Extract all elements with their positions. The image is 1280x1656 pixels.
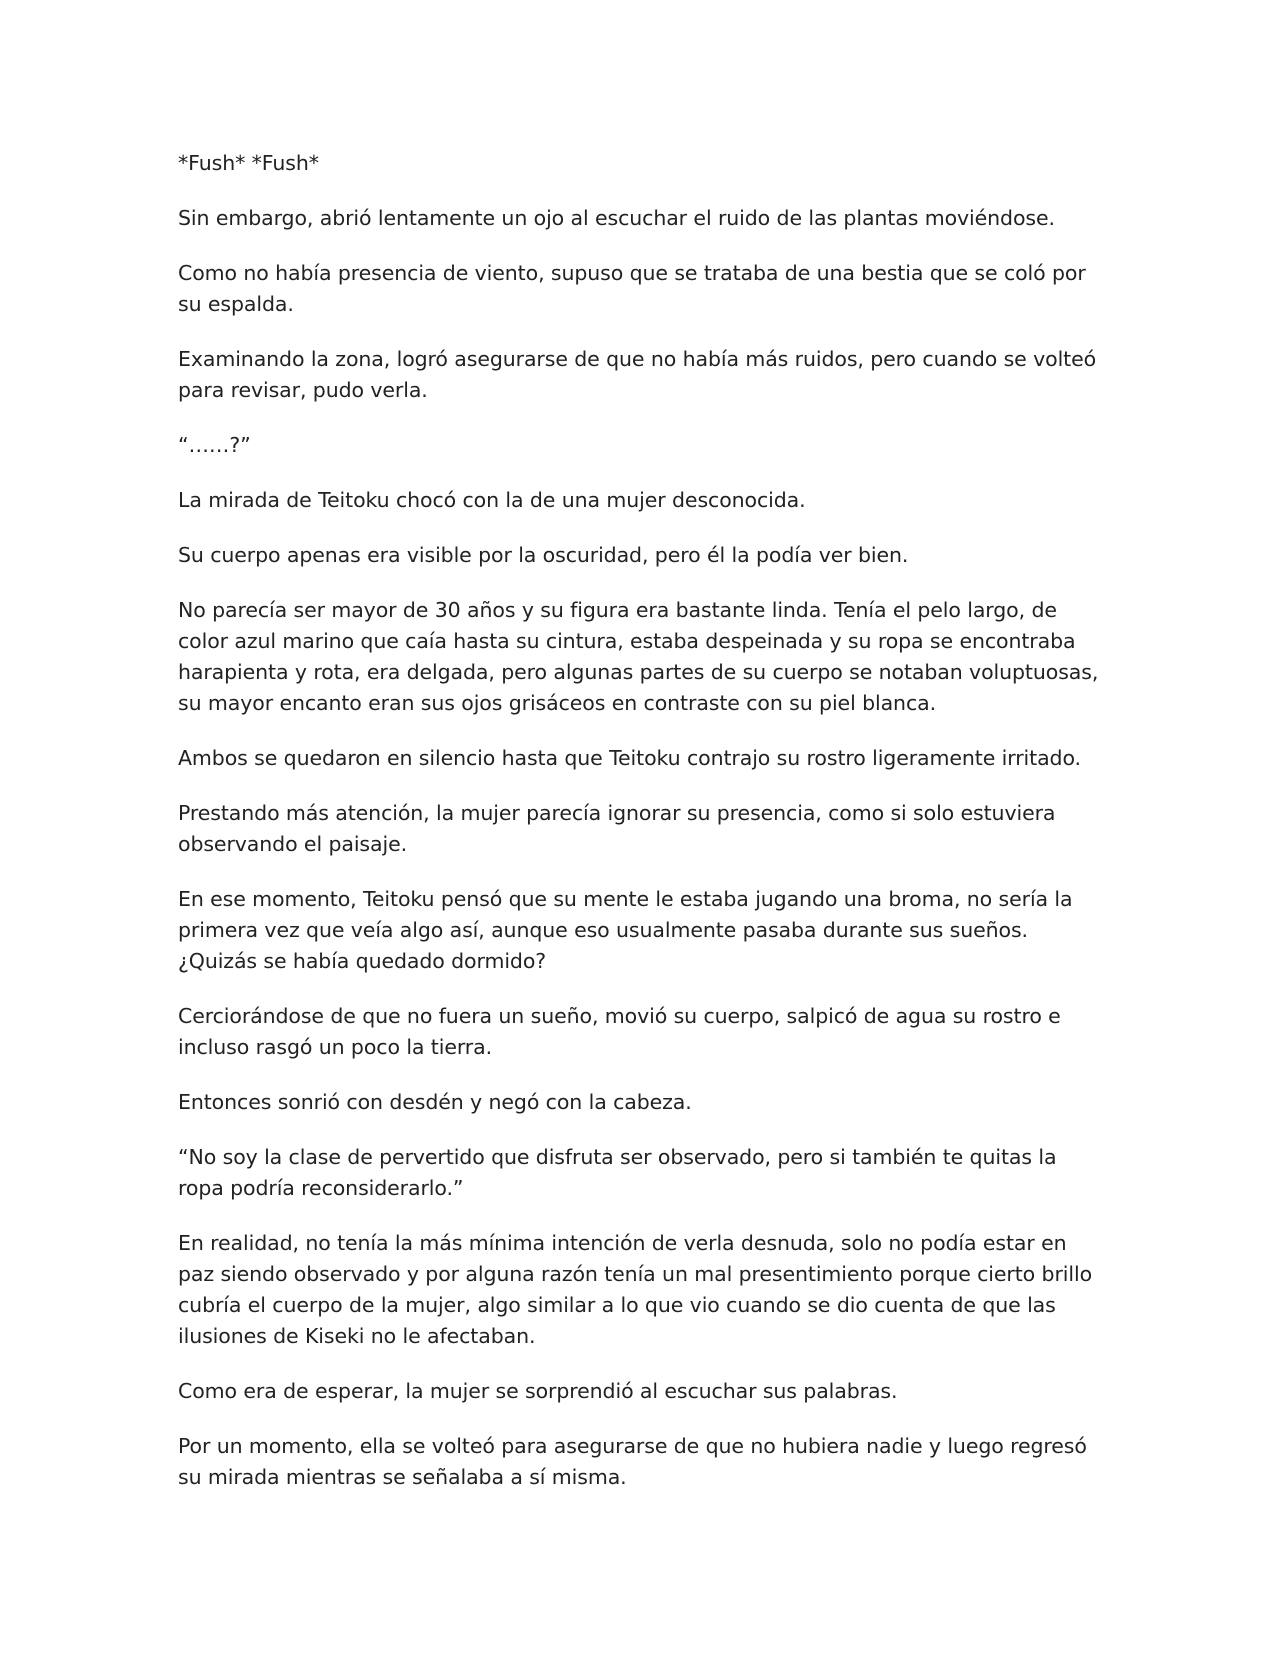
paragraph: “……?”	[178, 433, 251, 457]
paragraph: Entonces sonrió con desdén y negó con la cabeza.	[178, 1090, 692, 1114]
paragraph: Su cuerpo apenas era visible por la oscuridad, pero él la podía ver bien.	[178, 543, 909, 567]
paragraph: “No soy la clase de pervertido que disfruta ser observado, pero si también te quitas la ropa podría reconsiderarlo.”	[178, 1145, 1057, 1200]
document-body	[178, 148, 1108, 1517]
paragraph: Como era de esperar, la mujer se sorprendió al escuchar sus palabras.	[178, 1379, 898, 1403]
paragraph: No parecía ser mayor de 30 años y su figura era bastante linda. Tenía el pelo largo, de color azul marino que caía hasta su cintura, estaba despeinada y su ropa se encontraba harapienta y rota, era delgada, pero algunas partes de su cuerpo se notaban voluptuosas, su mayor encanto eran sus ojos grisáceos en contraste con su piel blanca.	[178, 598, 1099, 715]
paragraph: En ese momento, Teitoku pensó que su mente le estaba jugando una broma, no sería la primera vez que veía algo así, aunque eso usualmente pasaba durante sus sueños. ¿Quizás se había quedado dormido?	[178, 887, 1073, 973]
paragraph: Prestando más atención, la mujer parecía ignorar su presencia, como si solo estuviera observando el paisaje.	[178, 801, 1056, 856]
paragraph: *Fush* *Fush*	[178, 151, 319, 175]
paragraph: Sin embargo, abrió lentamente un ojo al escuchar el ruido de las plantas moviéndose.	[178, 206, 1055, 230]
paragraph: Por un momento, ella se volteó para asegurarse de que no hubiera nadie y luego regresó su mirada mientras se señalaba a sí misma.	[178, 1434, 1087, 1489]
paragraph: Cerciorándose de que no fuera un sueño, movió su cuerpo, salpicó de agua su rostro e incluso rasgó un poco la tierra.	[178, 1004, 1061, 1059]
paragraph: En realidad, no tenía la más mínima intención de verla desnuda, solo no podía estar en paz siendo observado y por alguna razón tenía un mal presentimiento porque cierto brillo cubría el cuerpo de la mujer, algo similar a lo que vio cuando se dio cuenta de que las ilusiones de Kiseki no le afectaban.	[178, 1231, 1093, 1348]
paragraph: Examinando la zona, logró asegurarse de que no había más ruidos, pero cuando se volteó para revisar, pudo verla.	[178, 347, 1097, 402]
paragraph: Como no había presencia de viento, supuso que se trataba de una bestia que se coló por su espalda.	[178, 261, 1086, 316]
paragraph: La mirada de Teitoku chocó con la de una mujer desconocida.	[178, 488, 806, 512]
paragraph: Ambos se quedaron en silencio hasta que Teitoku contrajo su rostro ligeramente irritado.	[178, 746, 1081, 770]
